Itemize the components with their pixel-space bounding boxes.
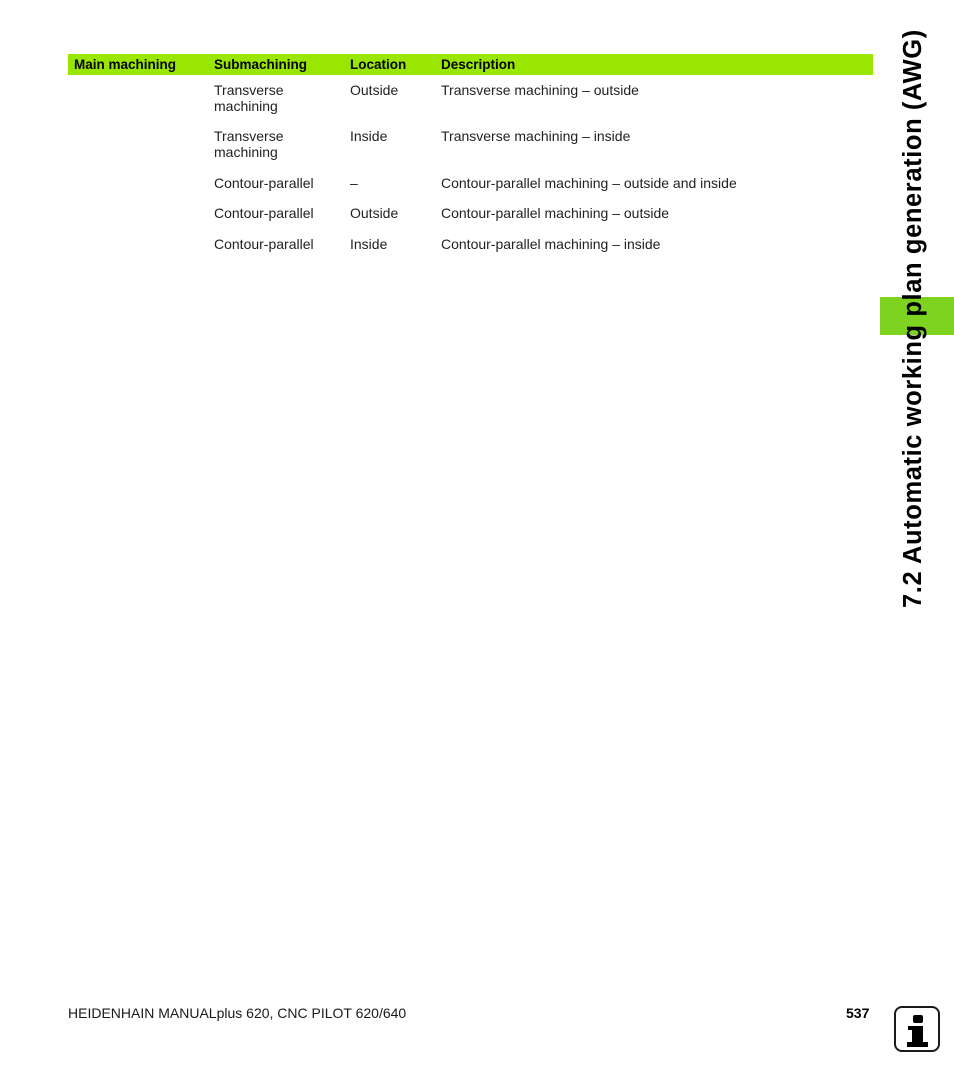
- cell-submachining: [214, 82, 339, 114]
- header-main-machining: Main machining: [74, 57, 177, 72]
- cell-description: Contour-parallel machining – outside and inside: [441, 175, 737, 191]
- header-location: Location: [350, 57, 407, 72]
- cell-submachining: [214, 128, 339, 160]
- info-icon-dot: [913, 1015, 923, 1023]
- cell-description: Transverse machining – inside: [441, 128, 631, 144]
- cell-description: Contour-parallel machining – inside: [441, 236, 661, 252]
- cell-sub-line2: machining: [214, 98, 278, 114]
- cell-submachining: Contour-parallel: [214, 205, 314, 221]
- info-icon: [894, 1006, 940, 1052]
- chapter-side-title: 7.2 Automatic working plan generation (AWG): [899, 29, 927, 608]
- cell-location: Outside: [350, 205, 399, 221]
- cell-submachining: Contour-parallel: [214, 236, 314, 252]
- machining-table: [68, 54, 873, 252]
- cell-location: Inside: [350, 236, 388, 252]
- cell-location: Inside: [350, 128, 388, 144]
- cell-submachining: Contour-parallel: [214, 175, 314, 191]
- header-description: Description: [441, 57, 516, 72]
- cell-sub-line2: machining: [214, 144, 278, 160]
- cell-sub-line1: Transverse: [214, 82, 284, 98]
- cell-description: Transverse machining – outside: [441, 82, 639, 98]
- page-number: 537: [846, 1005, 870, 1021]
- cell-location: –: [350, 175, 358, 191]
- info-icon-base: [907, 1042, 928, 1047]
- cell-sub-line1: Transverse: [214, 128, 284, 144]
- table-header: [68, 54, 873, 75]
- cell-description: Contour-parallel machining – outside: [441, 205, 670, 221]
- footer-manual-title: HEIDENHAIN MANUALplus 620, CNC PILOT 620/640: [68, 1005, 407, 1021]
- cell-location: Outside: [350, 82, 399, 98]
- header-submachining: Submachining: [214, 57, 308, 72]
